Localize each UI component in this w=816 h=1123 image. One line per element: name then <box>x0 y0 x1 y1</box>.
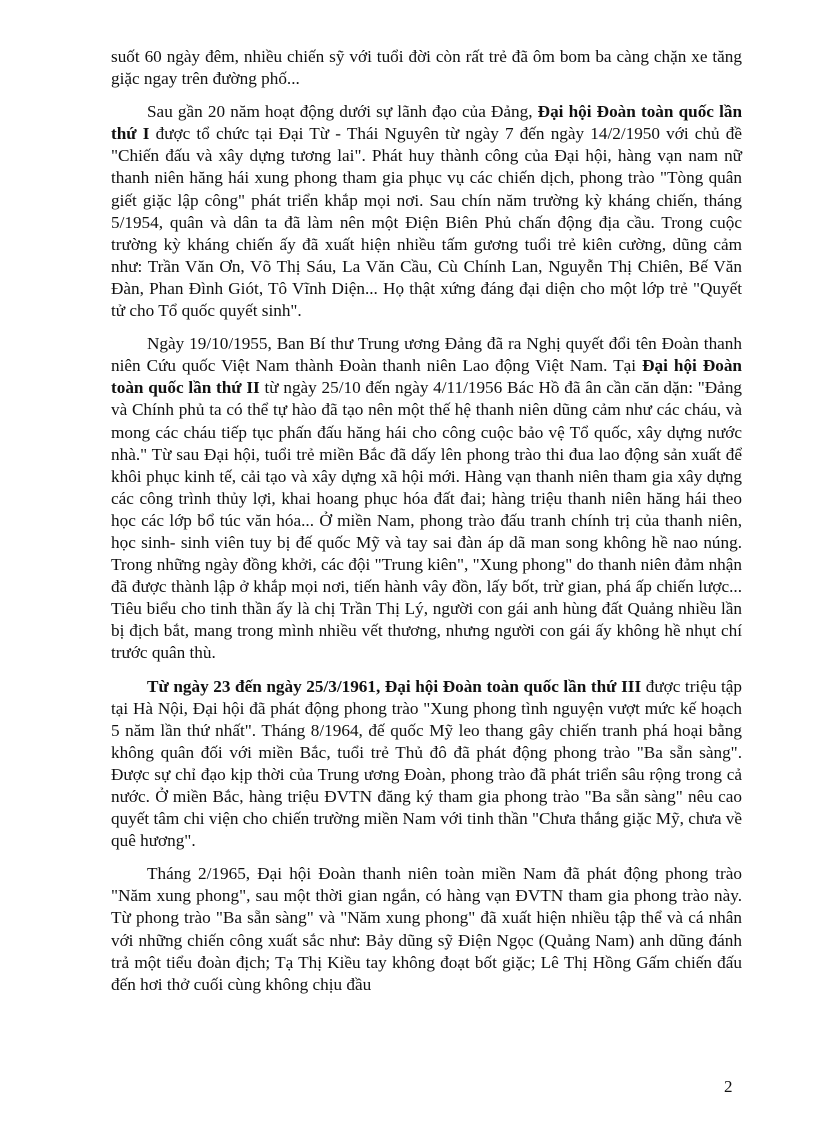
paragraph-3-text-b: từ ngày 25/10 đến ngày 4/11/1956 Bác Hồ đã ân cần căn dặn: "Đảng và Chính phủ ta có thể tự hào đã tạo nên một thế hệ thanh niên dũng cảm như các cháu, và mong các cháu tiếp tục phấn đấu hăng hái cho công cuộc bảo vệ Tổ quốc, xây dựng nước nhà." Từ sau Đại hội, tuổi trẻ miền Bắc đã dấy lên phong trào thi đua lao động sản xuất để khôi phục kinh tế, cải tạo và xây dựng xã hội mới. Hàng vạn thanh niên tham gia xây dựng các công trình thủy lợi, khai hoang phục hóa đất đai; hàng triệu thanh niên hăng hái theo học các lớp bổ túc văn hóa... Ở miền Nam, phong trào đấu tranh chính trị của thanh niên, học sinh- sinh viên tuy bị đế quốc Mỹ và tay sai đàn áp dã man song không hề nao núng. Trong những ngày đồng khởi, các đội "Trung kiên", "Xung phong" do thanh niên đảm nhận đã được thành lập ở khắp mọi nơi, tiến hành vây đồn, lấy bốt, trừ gian, phá ấp chiến lược... Tiêu biểu cho tinh thần ấy là chị Trần Thị Lý, người con gái anh hùng đất Quảng nhiều lần bị địch bắt, mang trong mình nhiều vết thương, nhưng người con gái ấy không hề nhụt chí trước quân thù. <box>111 378 743 663</box>
paragraph-3-text-a: Ngày 19/10/1955, Ban Bí thư Trung ương Đảng đã ra Nghị quyết đổi tên Đoàn thanh niên Cứu quốc Việt Nam thành Đoàn thanh niên Lao động Việt Nam. Tại <box>111 334 742 376</box>
congress-3-heading: Từ ngày 23 đến ngày 25/3/1961, Đại hội Đoàn toàn quốc lần thứ III <box>147 676 642 696</box>
congress-2-heading: Đại hội Đoàn toàn quốc lần thứ II <box>111 356 742 398</box>
page-number: 2 <box>724 1077 733 1096</box>
paragraph-3 <box>111 333 742 664</box>
paragraph-2-text-b: được tổ chức tại Đại Từ - Thái Nguyên từ ngày 7 đến ngày 14/2/1950 với chủ đề "Chiến đấu và xây dựng tương lai". Phát huy thành công của Đại hội, hàng vạn nam nữ thanh niên hăng hái xung phong tham gia phục vụ các chiến dịch, phong trào "Tòng quân giết giặc lập công" phát triển khắp mọi nơi. Sau chín năm trường kỳ kháng chiến, tháng 5/1954, quân và dân ta đã làm nên một Điện Biên Phủ chấn động địa cầu. Trong cuộc trường kỳ kháng chiến ấy đã xuất hiện nhiều tấm gương tuổi trẻ kiên cường, dũng cảm như: Trần Văn Ơn, Võ Thị Sáu, La Văn Cầu, Cù Chính Lan, Nguyễn Thị Chiên, Bế Văn Đàn, Phan Đình Giót, Tô Vĩnh Diện... Họ thật xứng đáng đại diện cho một lớp trẻ "Quyết tử cho Tổ quốc quyết sinh". <box>111 124 742 321</box>
paragraph-4 <box>111 676 742 853</box>
paragraph-5 <box>111 863 742 996</box>
paragraph-2 <box>111 101 742 322</box>
paragraph-5-text: Tháng 2/1965, Đại hội Đoàn thanh niên toàn miền Nam đã phát động phong trào "Năm xung phong", sau một thời gian ngắn, có hàng vạn ĐVTN tham gia phong trào này. Từ phong trào "Ba sẵn sàng" và "Năm xung phong" đã xuất hiện nhiều tập thể và cá nhân với những chiến công xuất sắc như: Bảy dũng sỹ Điện Ngọc (Quảng Nam) anh dũng đánh trả một tiểu đoàn địch; Tạ Thị Kiều tay không đoạt bốt giặc; Lê Thị Hồng Gấm chiến đấu đến hơi thở cuối cùng không chịu đầu <box>111 864 742 994</box>
paragraph-2-text-a: Sau gần 20 năm hoạt động dưới sự lãnh đạo của Đảng, <box>147 102 538 122</box>
congress-1-heading: Đại hội Đoàn toàn quốc lần thứ I <box>111 102 743 144</box>
paragraph-1-text: suốt 60 ngày đêm, nhiều chiến sỹ với tuổi đời còn rất trẻ đã ôm bom ba càng chặn xe tăng giặc ngay trên đường phố... <box>111 47 742 89</box>
document-page <box>111 46 742 996</box>
paragraph-1 <box>111 46 742 90</box>
paragraph-4-text: được triệu tập tại Hà Nội, Đại hội đã phát động phong trào "Xung phong tình nguyện vượt mức kế hoạch 5 năm lần thứ nhất". Tháng 8/1964, đế quốc Mỹ leo thang gây chiến tranh phá hoại bằng không quân đối với miền Bắc, tuổi trẻ Thủ đô đã phát động phong trào "Ba sẵn sàng". Được sự chỉ đạo kịp thời của Trung ương Đoàn, phong trào đã phát triển sâu rộng trong cả nước. Ở miền Bắc, hàng triệu ĐVTN đăng ký tham gia phong trào "Ba sẵn sàng" nêu cao quyết tâm chi viện cho chiến trường miền Nam với tinh thần "Chưa thắng giặc Mỹ, chưa về quê hương". <box>111 676 743 851</box>
